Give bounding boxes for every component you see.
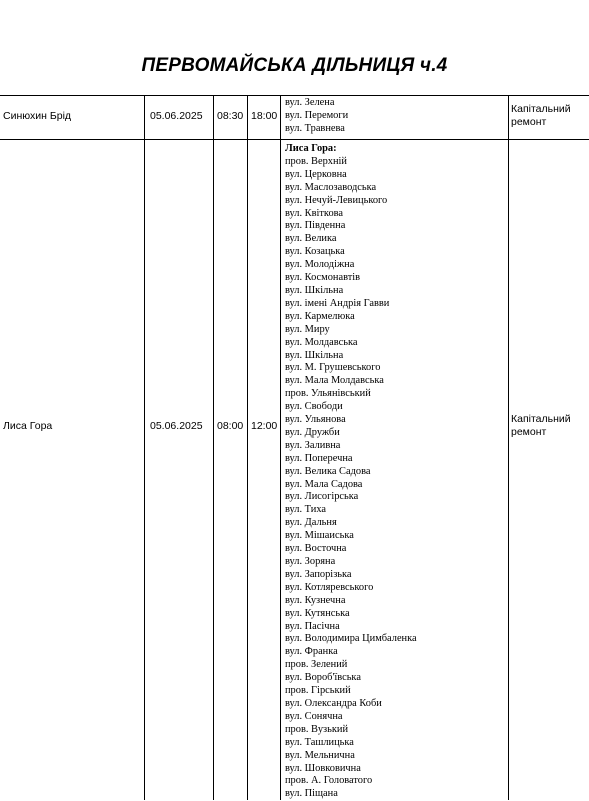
street-item: вул. Пасічна: [285, 620, 340, 632]
street-item: вул. Мала Садова: [285, 478, 363, 490]
street-item: пров. Верхній: [285, 155, 347, 167]
street-item: вул. Кармелюка: [285, 310, 355, 322]
street-item: вул. Лисогірська: [285, 491, 359, 503]
street-item: вул. Володимира Цимбаленка: [285, 633, 417, 645]
street-item: вул. Шовковична: [285, 762, 361, 774]
street-item: вул. Кутянська: [285, 607, 350, 619]
street-item: вул. Франка: [285, 646, 338, 658]
date-cell: 05.06.2025: [150, 110, 203, 122]
street-item: вул. Мельнична: [285, 749, 355, 761]
street-item: вул. Молодіжна: [285, 259, 355, 271]
street-item: вул. Маслозаводська: [285, 181, 377, 193]
street-item: вул. Велика Садова: [285, 465, 371, 477]
street-item: вул. Церковна: [285, 168, 347, 180]
street-item: вул. Нечуй-Левицького: [285, 194, 388, 206]
street-item: вул. Перемоги: [285, 109, 349, 121]
street-item: вул. Травнева: [285, 122, 345, 134]
street-item: вул. Миру: [285, 323, 330, 335]
street-item: пров. Вузький: [285, 723, 349, 735]
streets-header: Лиса Гора:: [285, 143, 337, 154]
street-item: вул. Запорізька: [285, 568, 352, 580]
streets-list: [285, 143, 417, 801]
end-time-cell: 18:00: [251, 110, 278, 122]
street-item: вул. М. Грушевського: [285, 362, 381, 374]
row-divider: [0, 139, 589, 140]
street-item: вул. Дальня: [285, 517, 337, 529]
work-type-cell: Капітальний ремонт: [511, 103, 571, 128]
street-item: пров. Гірський: [285, 685, 351, 697]
street-item: вул. Молдавська: [285, 336, 358, 348]
street-item: вул. Кузнечна: [285, 594, 346, 606]
street-item: вул. Козацька: [285, 246, 345, 258]
column-divider: [247, 95, 248, 800]
street-item: вул. Шкільна: [285, 349, 344, 361]
street-item: вул. Заливна: [285, 439, 341, 451]
street-item: вул. Південна: [285, 220, 346, 232]
street-item: вул. Сонячна: [285, 710, 343, 722]
column-divider: [213, 95, 214, 800]
column-divider: [280, 95, 281, 800]
street-item: вул. Котляревського: [285, 581, 374, 593]
work-type-cell: Капітальний ремонт: [511, 413, 571, 438]
street-item: пров. А. Головатого: [285, 775, 373, 787]
street-item: вул. імені Андрія Гавви: [285, 297, 390, 309]
street-item: вул. Зоряна: [285, 556, 336, 567]
street-item: вул. Свободи: [285, 401, 343, 413]
page-title: ПЕРВОМАЙСЬКА ДІЛЬНИЦЯ ч.4: [141, 55, 448, 76]
street-item: вул. Зелена: [285, 97, 335, 108]
column-divider: [144, 95, 145, 800]
start-time-cell: 08:30: [217, 110, 244, 122]
street-item: пров. Зелений: [285, 659, 348, 671]
street-item: вул. Поперечна: [285, 452, 353, 464]
street-item: вул. Олександра Коби: [285, 697, 382, 709]
street-item: вул. Ташлицька: [285, 736, 354, 748]
street-item: вул. Вороб'ївська: [285, 672, 361, 684]
street-item: вул. Мішаиська: [285, 530, 354, 542]
start-time-cell: 08:00: [217, 420, 244, 432]
street-item: вул. Шкільна: [285, 284, 344, 296]
street-item: вул. Дружби: [285, 426, 340, 438]
settlement-cell: Лиса Гора: [3, 420, 53, 432]
date-cell: 05.06.2025: [150, 420, 203, 432]
street-item: вул. Восточна: [285, 543, 347, 555]
column-divider: [508, 95, 509, 800]
street-item: вул. Тиха: [285, 504, 326, 516]
street-item: вул. Велика: [285, 233, 337, 245]
street-item: вул. Мала Молдавська: [285, 375, 384, 387]
street-item: вул. Космонавтів: [285, 272, 361, 284]
row-divider: [0, 95, 589, 96]
schedule-table: [0, 95, 589, 800]
street-item: пров. Ульянівський: [285, 388, 371, 400]
street-item: вул. Ульянова: [285, 414, 346, 426]
street-item: вул. Піщана: [285, 788, 338, 800]
street-item: вул. Квіткова: [285, 207, 344, 219]
end-time-cell: 12:00: [251, 420, 278, 432]
settlement-cell: Синюхин Брід: [3, 110, 72, 122]
streets-list: [285, 97, 348, 136]
